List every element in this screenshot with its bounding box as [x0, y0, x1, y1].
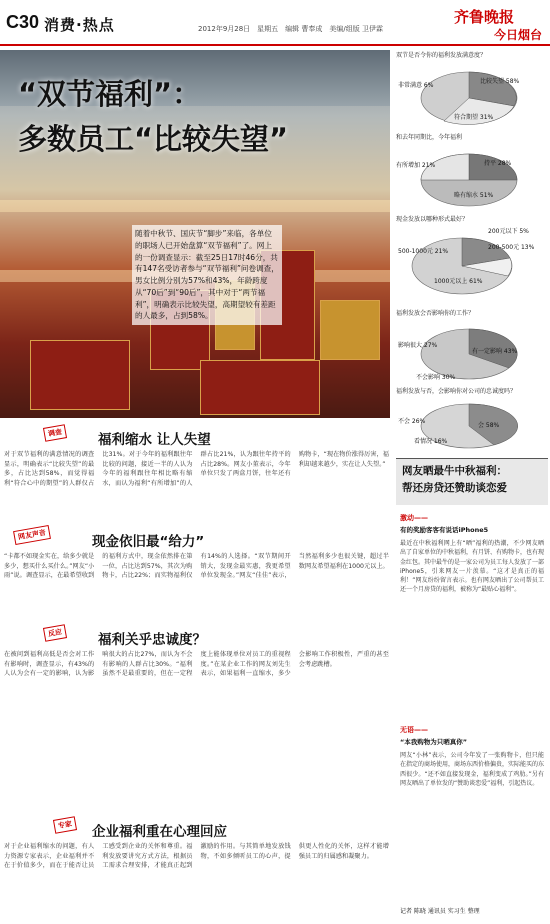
pie-label: 500-1000元 21%	[398, 248, 449, 255]
section-body: 在被问到福利高低是否会对工作有影响时，调查显示，有43%的人认为会有一定的影响，认为影响很大的占比27%，而认为不会有影响的人群占比30%。“福利虽然不是最重要的，但在一定程度上能体现单位对员工的重视程度。”在某企业工作的网友刘先生表示，如果福利一直缩水，多少会影响工作积极性，严重的甚至会考虑跳槽。	[4, 651, 389, 678]
story-subhead: 有的奖励客客有说话iPhone5	[400, 526, 489, 534]
pie-chart	[404, 224, 544, 304]
pie-label: 非常满意 6%	[398, 82, 434, 89]
intro-paragraph: 随着中秋节、国庆节“脚步”来临，各单位的职场人已开始盘算“双节福利”了。网上的一份调查显示：截至25日17时46分，共有147名受访者参与“双节福利”问卷调查，男女比例分别为57%和43%，年龄跨度从“70后”到“90后”，其中对于“两节福利”，明确表示比较失望，高期望较有差距的人最多，占到58%。	[132, 225, 282, 325]
pie-label: 略有缩水 51%	[454, 192, 494, 199]
story-body: 网友“小林”表示，公司今年发了一张购物卡，但只能在指定的商场使用，商场东西价格偏贵，实际能买的东西很少。“还不如直接发现金，福利变成了鸡肋。”另有网友晒出了单位发的“赞助谈恋爱”福利，引起热议。	[400, 752, 544, 787]
photo-shelf	[0, 200, 390, 212]
section-body: 对于双节福利的满意情况的调查显示，明确表示“比较失望”的最多，占比达到58%，而觉得福利“符合心中的期望”的人群仅占比31%。对于今年的福利跟往年比较的问题，接近一半的人认为今年的福利跟往年相比略有缩水，而认为福利“有所增加”的人群占比21%，认为跟往年持平的占比28%。网友小董表示，今年单位只发了两盒月饼，往年还有购物卡，“现在物价涨得厉害，福利却越来越少，实在让人失望。”	[4, 451, 389, 487]
chart-question: 和去年同期比，今年福利	[396, 134, 463, 141]
pie-label: 符合期望 31%	[454, 114, 494, 121]
netizen-story	[396, 458, 548, 924]
gift-box	[200, 360, 320, 415]
chart-question: 双节是否令你的福利发放满意度？	[396, 52, 487, 59]
chart-question: 福利发放与否，会影响你对公司的忠诚度吗？	[396, 388, 517, 395]
gift-box	[320, 300, 380, 360]
section-title-shrink: 福利缩水 让人失望	[98, 432, 211, 448]
pie-label: 看情况 16%	[414, 438, 448, 445]
headline-line2: 多数员工“比较失望”	[18, 121, 289, 156]
pie-label: 会 58%	[478, 422, 500, 429]
section-tag: 网友声音	[13, 525, 51, 545]
story-subhead: “本我购物为只晒真你”	[400, 738, 468, 746]
section-tag: 调查	[43, 424, 67, 442]
keyword: 激动——	[400, 514, 428, 522]
chart-question: 福利发放会否影响你的工作？	[396, 310, 475, 317]
pie-label: 200元以下 5%	[488, 228, 529, 235]
survey-sidebar	[394, 50, 548, 450]
section-title-cash: 现金依旧最“给力”	[92, 534, 205, 550]
section-title-loyalty: 福利关乎忠诚度？	[98, 632, 206, 648]
story-headline	[396, 459, 548, 505]
pie-label: 有一定影响 43%	[472, 348, 518, 355]
section-body: “卡都不如现金实在，给多少就是多少，想买什么买什么。”网友“小雨”说。调查显示，在最希望收到的福利方式中，现金依然排在第一位，占比达到57%，其次为购物卡，占比22%；而实物福利仅有14%的人选择。“双节期间开销大，发现金最实惠，我更希望单位发现金。”网友“佳佳”表示，当然福利多少也很关键，超过半数网友希望福利在1000元以上。	[4, 553, 389, 580]
chart-question: 现金发放以哪种形式最好？	[396, 216, 469, 223]
keyword: 无语——	[400, 726, 428, 734]
story-body: 最近在中秋福利网上有“晒”福利的热潮，不少网友晒出了自家单位的中秋福利，有月饼、有购物卡，也有现金红包。其中最牛的是一家公司为员工每人发放了一部iPhone5，引来网友一片羡慕。“这才是真正的福利！”网友纷纷留言表示。也有网友晒出了公司帮员工还一个月房贷的福利，被称为“最贴心福利”。	[400, 540, 544, 594]
section-title-expert: 企业福利重在心理回应	[92, 824, 227, 840]
pie-label: 不会 26%	[398, 418, 426, 425]
pie-chart	[414, 142, 524, 212]
issue-meta: 2012年9月28日 星期五 编辑 曹奉成 美编/组版 卫伊霖	[198, 25, 383, 33]
pie-label: 持平 28%	[484, 160, 512, 167]
story-headline-line1: 网友晒最牛中秋福利：	[402, 465, 507, 477]
section-title: 消费·热点	[44, 16, 115, 34]
gift-box	[30, 340, 130, 410]
section-tag: 反应	[43, 624, 67, 642]
story-headline-line2: 帮还房贷还赞助谈恋爱	[402, 481, 507, 494]
pie-label: 1000元以上 61%	[434, 278, 483, 285]
pie-label: 200-500元 13%	[488, 244, 535, 251]
headline-line1: “双节福利”：	[18, 77, 202, 111]
pie-label: 不会影响 30%	[416, 374, 456, 381]
page-header	[0, 0, 550, 46]
pie-label: 有所增加 21%	[396, 162, 436, 169]
newspaper-logo: 齐鲁晚报	[453, 8, 514, 26]
edition-name: 今日烟台	[493, 28, 542, 42]
byline: 记者 陈晓 通讯员 实习生 整理	[400, 908, 480, 915]
section-tag: 专家	[53, 816, 77, 834]
pie-label: 比较失望 58%	[480, 78, 520, 85]
pie-label: 影响很大 27%	[398, 342, 438, 349]
section-body: 对于企业福利缩水的问题，有人力资源专家表示，企业福利并不在于价值多少，而在于能否让员工感受到企业的关怀和尊重。福利发放要讲究方式方法，根据员工需求合理安排，才能真正起到激励的作用。与其简单地发放钱物，不如多倾听员工的心声，提供更人性化的关怀，这样才能增强员工的归属感和凝聚力。	[4, 843, 389, 870]
page-code: C30	[6, 12, 40, 32]
main-headline	[18, 72, 288, 162]
